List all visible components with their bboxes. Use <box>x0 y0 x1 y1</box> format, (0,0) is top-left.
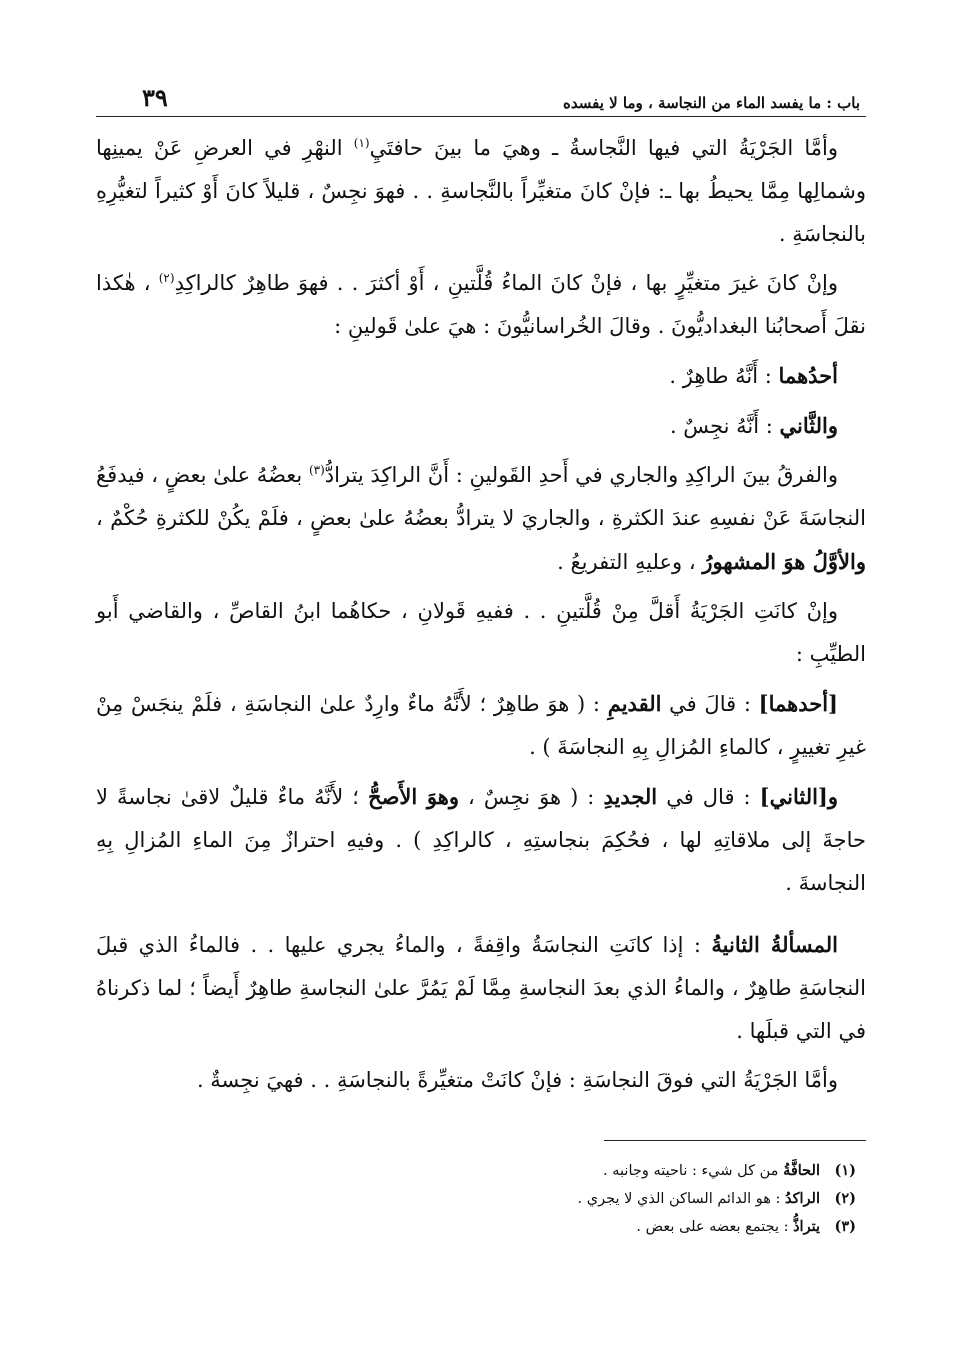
text-run: : أَنَّهُ نجِسٌ . <box>669 414 780 438</box>
book-page <box>96 78 866 1241</box>
text-run: بعضُهُ علىٰ بعضٍ ، فيدفَعُ النجاسَةَ عَنْ نفسِهِ عندَ الكثرةِ ، والجاريَ لا يترادُّ بعضُهُ علىٰ بعضٍ ، فلَمْ يكُنْ للكثرةِ حُكْمٌ ، <box>96 463 866 530</box>
paragraph-10 <box>96 1059 866 1102</box>
footnote-text: : هو الدائم الساكن الذي لا يجري . <box>577 1191 785 1207</box>
bold-term: والثَّاني <box>779 413 838 438</box>
footnote-text: من كل شيء : ناحيته وجانبه . <box>603 1163 784 1179</box>
bold-term: أحدُهما <box>778 363 838 388</box>
main-text <box>96 127 866 1102</box>
footnote-divider <box>604 1140 866 1141</box>
paragraph-3 <box>96 354 866 398</box>
footnote-term: يتراذُّ <box>793 1218 820 1235</box>
paragraph-9 <box>96 923 866 1053</box>
text-run: ، وعليهِ التفريعُ . <box>557 550 703 574</box>
text-run: وإنْ كانَتِ الجَرْيَةُ أَقلَّ مِنْ قُلَّتينِ . . ففيهِ قَولانِ ، حكاهُما ابنُ القاصِّ ، والقاضي أَبو الطيِّبِ : <box>96 599 866 666</box>
text-run: وأمَّا الجَرْيَةُ التي فوقَ النجاسَةِ : فإنْ كانَتْ متغيِّرةً بالنجاسَةِ . . فهيَ نجِسةٌ . <box>196 1068 838 1092</box>
text-run: ، هٰكذا نقلَ أَصحابُنا البغداديُّونَ . وقالَ الخُراسانيُّونَ : هيَ علىٰ قَولينِ : <box>96 271 866 338</box>
bold-term: و[الثاني] <box>759 784 839 809</box>
running-title: باب : ما يفسد الماء من النجاسة ، وما لا يفسده <box>563 94 860 112</box>
bold-term: المسألةُ الثانيةُ <box>711 932 838 957</box>
footnote-term: الحافَّةُ <box>783 1162 820 1179</box>
text-run: : أَنَّهُ طاهِرٌ . <box>669 364 779 388</box>
bold-term: القديمِ <box>607 691 662 716</box>
footnote-number: (٢) <box>834 1190 856 1207</box>
footnote-number: (٣) <box>834 1218 856 1235</box>
text-run: ؛ لأَنَّهُ ماءٌ قليلٌ لاقىٰ نجاسةً لا حاجةَ إلى ملاقاتِهِ لها ، فحُكِمَ بنجاستِهِ ، كالراكِدِ ) . وفيهِ احترازٌ مِنَ الماءِ المُزالِ بِهِ النجاسةَ . <box>96 785 866 895</box>
footnote-3 <box>96 1213 866 1241</box>
bold-term: الجديدِ <box>603 784 658 809</box>
text-run: وأمَّا الجَرْيَةُ التي فيها النَّجاسةُ ـ وهيَ ما بينَ حافتَيِ <box>369 136 838 160</box>
footnotes <box>96 1157 866 1241</box>
text-run: وإنْ كانَ غيرَ متغيِّرٍ بها ، فإنْ كانَ الماءُ قُلَّتينِ ، أَوْ أكثرَ . . فهوَ طاهِرٌ كالراكِدِ <box>174 271 838 295</box>
paragraph-4 <box>96 404 866 448</box>
footnote-number: (١) <box>834 1162 856 1179</box>
footnote-1 <box>96 1157 866 1185</box>
paragraph-5 <box>96 454 866 584</box>
paragraph-6 <box>96 590 866 676</box>
text-run: : إذا كانَتِ النجاسَةُ واقِفةً ، والماءُ يجري عليها . . فالماءُ الذي قبلَ النجاسَةِ طاهِرٌ ، والماءُ الذي بعدَ النجاسةِ مِمَّا لَمْ يَمُرَّ علىٰ النجاسةِ طاهِرٌ أَيضاً ؛ لما ذكرناهُ في التي قبلَها . <box>96 933 866 1043</box>
footnote-ref-2[interactable]: (٢) <box>158 271 175 285</box>
paragraph-7 <box>96 682 866 769</box>
bold-term: والأوَّلُ هوَ المشهورُ <box>702 549 866 574</box>
page-number: ٣٩ <box>142 83 168 112</box>
page-header <box>96 78 866 117</box>
text-run: : ( هوَ طاهِرٌ ؛ لأَنَّهُ ماءٌ وارِدٌ علىٰ النجاسَةِ ، فلَمْ ينجَسْ مِنْ غيرِ تغييرٍ ، كالماءِ المُزالِ بِهِ النجاسَةَ ) . <box>96 692 866 759</box>
text-run: والفرقُ بينَ الراكِدِ والجاري في أَحدِ القَولينِ : أَنَّ الراكِدَ يترادُّ <box>324 463 839 487</box>
footnote-term: الراكدُ <box>785 1190 820 1207</box>
footnote-2 <box>96 1185 866 1213</box>
text-run: : قالَ في <box>661 692 759 716</box>
paragraph-2 <box>96 262 866 348</box>
footnote-text: : يجتمع بعضه على بعض . <box>636 1219 794 1235</box>
text-run: : قال في <box>657 785 760 809</box>
text-run: : ( هوَ نجِسٌ ، <box>458 785 604 809</box>
text-run: النهْرِ في العرضِ عَنْ يمينِها وشمالِها مِمَّا يحيطُ بها ـ: فإنْ كانَ متغيِّراً بالنَّجاسةِ . . فهوَ نجِسٌ ، قليلاً كانَ أَوْ كثيراً لتغيُّرِهِ بالنجاسَةِ . <box>96 136 866 246</box>
bold-term: وهوَ الأَصحُّ <box>368 784 459 809</box>
footnote-ref-1[interactable]: (١) <box>353 136 370 150</box>
paragraph-8 <box>96 775 866 905</box>
paragraph-1 <box>96 127 866 256</box>
bold-term: [أحدهما] <box>758 691 838 716</box>
section-gap <box>96 911 866 923</box>
footnote-ref-3[interactable]: (٣) <box>308 463 325 477</box>
